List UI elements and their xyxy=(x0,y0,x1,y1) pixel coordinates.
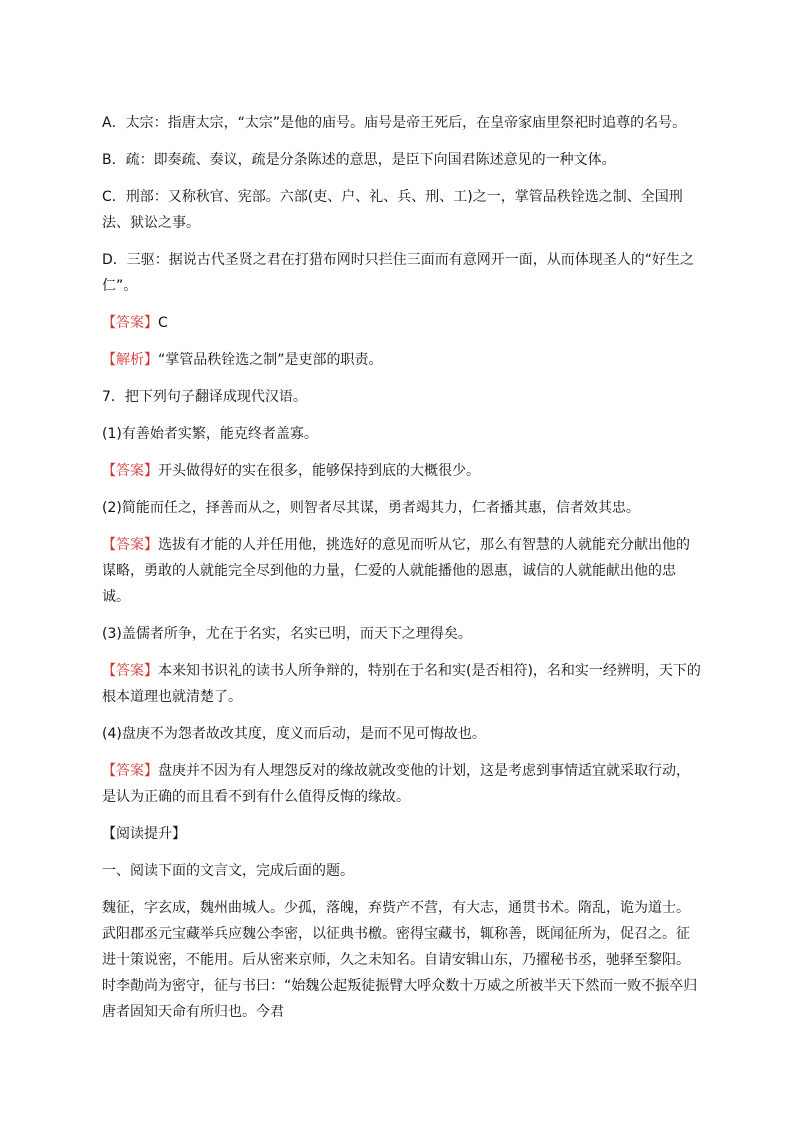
document-body xyxy=(102,110,702,1036)
q7-answer-1-text: 开头做得好的实在很多，能够保持到底的大概很少。 xyxy=(158,463,480,479)
option-d: D．三驱：据说古代圣贤之君在打猎布网时只拦住三面而有意网开一面，从而体现圣人的“好生之仁”。 xyxy=(102,252,695,294)
q7-answer-2-text: 选拔有才能的人并任用他，挑选好的意见而听从它，那么有智慧的人就能充分献出他的谋略，勇敢的人就能完全尽到他的力量，仁爱的人就能播他的恩惠，诚信的人就能献出他的忠诚。 xyxy=(102,537,690,605)
q7-answer-2 xyxy=(102,532,702,610)
analysis-q6 xyxy=(102,347,702,373)
answer-q6-text: C xyxy=(158,315,168,331)
analysis-tag: 【解析】 xyxy=(102,352,158,368)
q7-answer-3-text: 本来知书识礼的读书人所争辩的，特别在于名和实(是否相符)，名和实一经辨明，天下的根本道理也就清楚了。 xyxy=(102,663,701,705)
q7-answer-3 xyxy=(102,658,702,710)
option-b: B．疏：即奏疏、奏议，疏是分条陈述的意思，是臣下向国君陈述意见的一种文体。 xyxy=(102,152,616,168)
q7-sentence-3: (3)盖儒者所争，尤在于名实，名实已明，而天下之理得矣。 xyxy=(102,626,472,642)
question-7-title: 7．把下列句子翻译成现代汉语。 xyxy=(102,389,307,405)
q7-answer-1 xyxy=(102,458,702,484)
answer-tag: 【答案】 xyxy=(102,463,158,479)
analysis-q6-text: “掌管品秩铨选之制”是吏部的职责。 xyxy=(158,352,383,368)
answer-tag: 【答案】 xyxy=(102,663,158,679)
reading-instruction: 一、阅读下面的文言文，完成后面的题。 xyxy=(102,863,354,879)
answer-q6 xyxy=(102,310,702,336)
q7-sentence-2: (2)简能而任之，择善而从之，则智者尽其谋，勇者竭其力，仁者播其惠，信者效其忠。 xyxy=(102,500,640,516)
option-c: C．刑部：又称秋官、宪部。六部(吏、户、礼、兵、刑、工)之一，掌管品秩铨选之制、全国刑法、狱讼之事。 xyxy=(102,189,683,231)
classical-passage: 魏征，字玄成，魏州曲城人。少孤，落魄，弃赀产不营，有大志，通贯书术。隋乱，诡为道士。武阳郡丞元宝藏举兵应魏公李密，以征典书檄。密得宝藏书，辄称善，既闻征所为，促召之。征进十策说密，不能用。后从密来京师，久之未知名。自请安辑山东，乃擢秘书丞，驰驿至黎阳。时李勣尚为密守，征与书曰：“始魏公起叛徒振臂大呼众数十万威之所被半天下然而一败不振卒归唐者固知天命有所归也。今君 xyxy=(102,900,698,1020)
answer-tag: 【答案】 xyxy=(102,763,158,779)
answer-tag: 【答案】 xyxy=(102,537,158,553)
q7-answer-4 xyxy=(102,758,702,810)
reading-section-title: 【阅读提升】 xyxy=(102,826,186,842)
answer-tag: 【答案】 xyxy=(102,315,158,331)
q7-sentence-1: (1)有善始者实繁，能克终者盖寡。 xyxy=(102,426,318,442)
q7-answer-4-text: 盘庚并不因为有人埋怨反对的缘故就改变他的计划，这是考虑到事情适宜就采取行动，是认为正确的而且看不到有什么值得反悔的缘故。 xyxy=(102,763,690,805)
q7-sentence-4: (4)盘庚不为怨者故改其度，度义而后动，是而不见可悔故也。 xyxy=(102,726,486,742)
option-a: A．太宗：指唐太宗，“太宗”是他的庙号。庙号是帝王死后，在皇帝家庙里祭祀时追尊的名号。 xyxy=(102,115,687,131)
